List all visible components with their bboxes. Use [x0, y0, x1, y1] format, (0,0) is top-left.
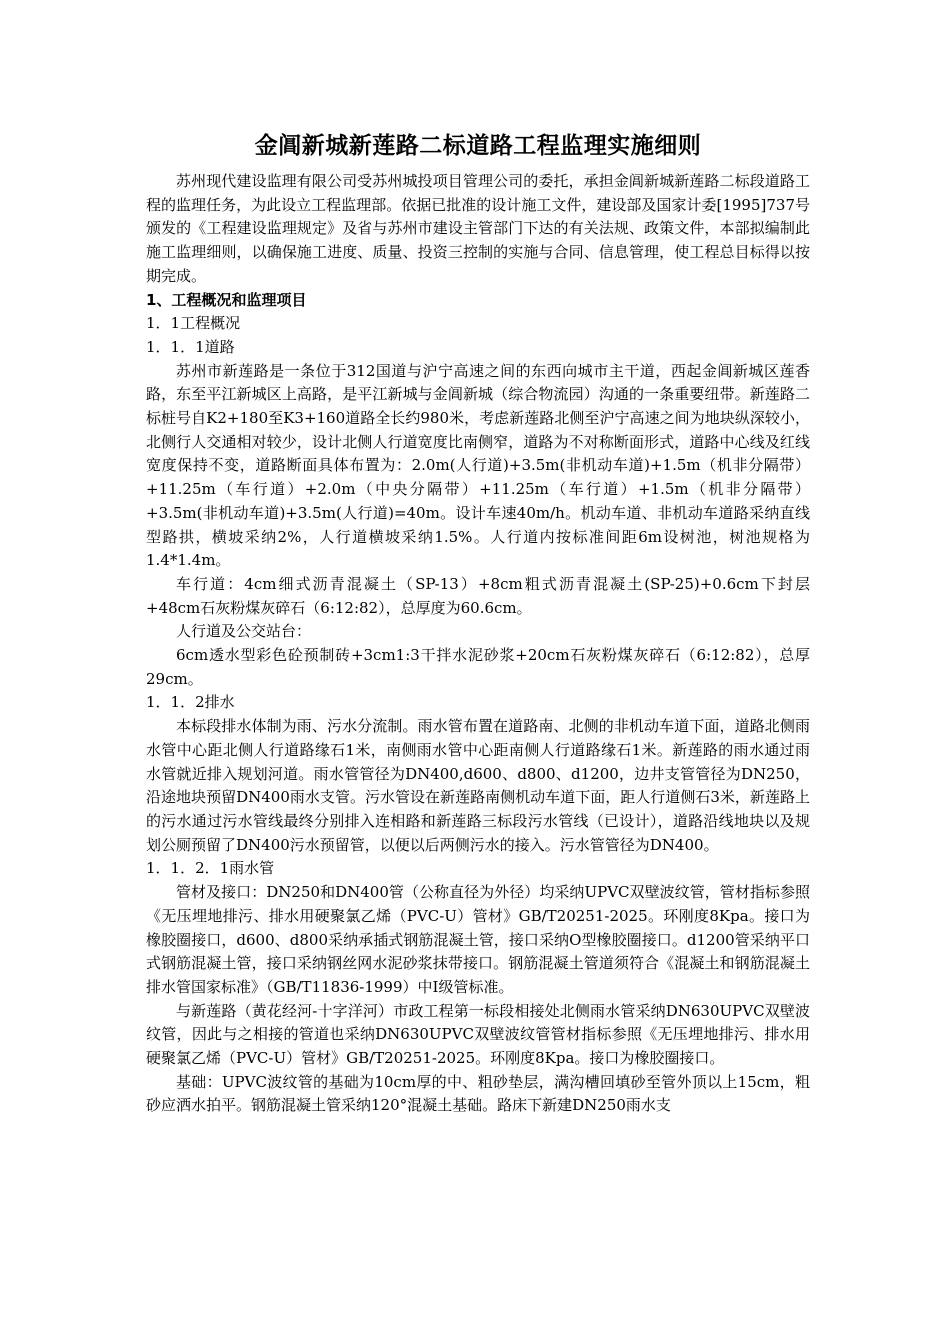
road-paragraph-1: 苏州市新莲路是一条位于312国道与沪宁高速之间的东西向城市主干道，西起金阊新城区莲香路，东至平江新城区上高路，是平江新城与金阊新城（综合物流园）沟通的一条重要纽带。新莲路二标桩号自K2+180至K3+160道路全长约980米，考虑新莲路北侧至沪宁高速之间为地块纵深较小，北侧行人交通相对较少，设计北侧人行道宽度比南侧窄，道路为不对称断面形式，道路中心线及红线宽度保持不变，道路断面具体布置为：2.0m(人行道)+3.5m(非机动车道)+1.5m（机非分隔带）+11.25m（车行道）+2.0m（中央分隔带）+11.25m（车行道）+1.5m（机非分隔带）+3.5m(非机动车道)+3.5m(人行道)=40m。设计车速40m/h。机动车道、非机动车道路采纳直线型路拱，横坡采纳2%，人行道横坡采纳1.5%。人行道内按标准间距6m设树池，树池规格为1.4*1.4m。	[146, 361, 810, 570]
section-1-1-2-heading: 1．1．2排水	[146, 693, 235, 712]
intro-paragraph: 苏州现代建设监理有限公司受苏州城投项目管理公司的委托，承担金阊新城新莲路二标段道路工程的监理任务，为此设立工程监理部。依据已批准的设计施工文件，建设部及国家计委[1995]737号颁发的《工程建设监理规定》及省与苏州市建设主管部门下达的有关法规、政策文件，本部拟编制此施工监理细则，以确保施工进度、质量、投资三控制的实施与合同、信息管理，使工程总目标得以按期完成。	[146, 172, 810, 285]
road-paragraph-2: 车行道：4cm细式沥青混凝土（SP-13）+8cm粗式沥青混凝土(SP-25)+0.6cm下封层+48cm石灰粉煤灰碎石（6:12:82），总厚度为60.6cm。	[146, 574, 810, 617]
section-1-heading: 1、工程概况和监理项目	[146, 290, 307, 309]
road-paragraph-4: 6cm透水型彩色砼预制砖+3cm1:3干拌水泥砂浆+20cm石灰粉煤灰碎石（6:12:82），总厚29cm。	[146, 646, 810, 688]
document-title: 金阊新城新莲路二标道路工程监理实施细则	[254, 133, 702, 159]
rain-pipe-paragraph-3: 基础：UPVC波纹管的基础为10cm厚的中、粗砂垫层，满沟槽回填砂至管外顶以上15cm，粗砂应洒水拍平。钢筋混凝土管采纳120°混凝土基础。路床下新建DN250雨水支	[146, 1072, 810, 1115]
rain-pipe-paragraph-2: 与新莲路（黄花经河-十字洋河）市政工程第一标段相接处北侧雨水管采纳DN630UPVC双壁波纹管，因此与之相接的管道也采纳DN630UPVC双壁波纹管管材指标参照《无压埋地排污、排水用硬聚氯乙烯（PVC-U）管材》GB/T20251-2025。环刚度8Kpa。接口为橡胶圈接口。	[146, 1001, 810, 1068]
road-paragraph-3: 人行道及公交站台：	[176, 622, 312, 641]
rain-pipe-paragraph-1: 管材及接口：DN250和DN400管（公称直径为外径）均采纳UPVC双壁波纹管，管材指标参照《无压埋地排污、排水用硬聚氯乙烯（PVC-U）管材》GB/T20251-2025。环刚度8Kpa。接口为橡胶圈接口，d600、d800采纳承插式钢筋混凝土管，接口采纳O型橡胶圈接口。d1200管采纳平口式钢筋混凝土管，接口采纳钢丝网水泥砂浆抹带接口。钢筋混凝土管道须符合《混凝土和钢筋混凝土排水管国家标准》（GB/T11836-1999）中Ⅰ级管标准。	[146, 883, 810, 996]
section-1-1-heading: 1．1工程概况	[146, 314, 241, 333]
section-1-1-2-1-heading: 1．1．2．1雨水管	[146, 859, 275, 878]
section-1-1-1-heading: 1．1．1道路	[146, 337, 235, 356]
document-page	[146, 128, 810, 1118]
drainage-paragraph-1: 本标段排水体制为雨、污水分流制。雨水管布置在道路南、北侧的非机动车道下面，道路北侧雨水管中心距北侧人行道路缘石1米，南侧雨水管中心距南侧人行道路缘石1米。新莲路的雨水通过雨水管就近排入规划河道。雨水管管径为DN400,d600、d800、d1200，边井支管管径为DN250，沿途地块预留DN400雨水支管。污水管设在新莲路南侧机动车道下面，距人行道侧石3米，新莲路上的污水通过污水管线最终分别排入连相路和新莲路三标段污水管线（已设计），道路沿线地块以及规划公厕预留了DN400污水预留管，以便以后两侧污水的接入。污水管管径为DN400。	[146, 717, 810, 854]
